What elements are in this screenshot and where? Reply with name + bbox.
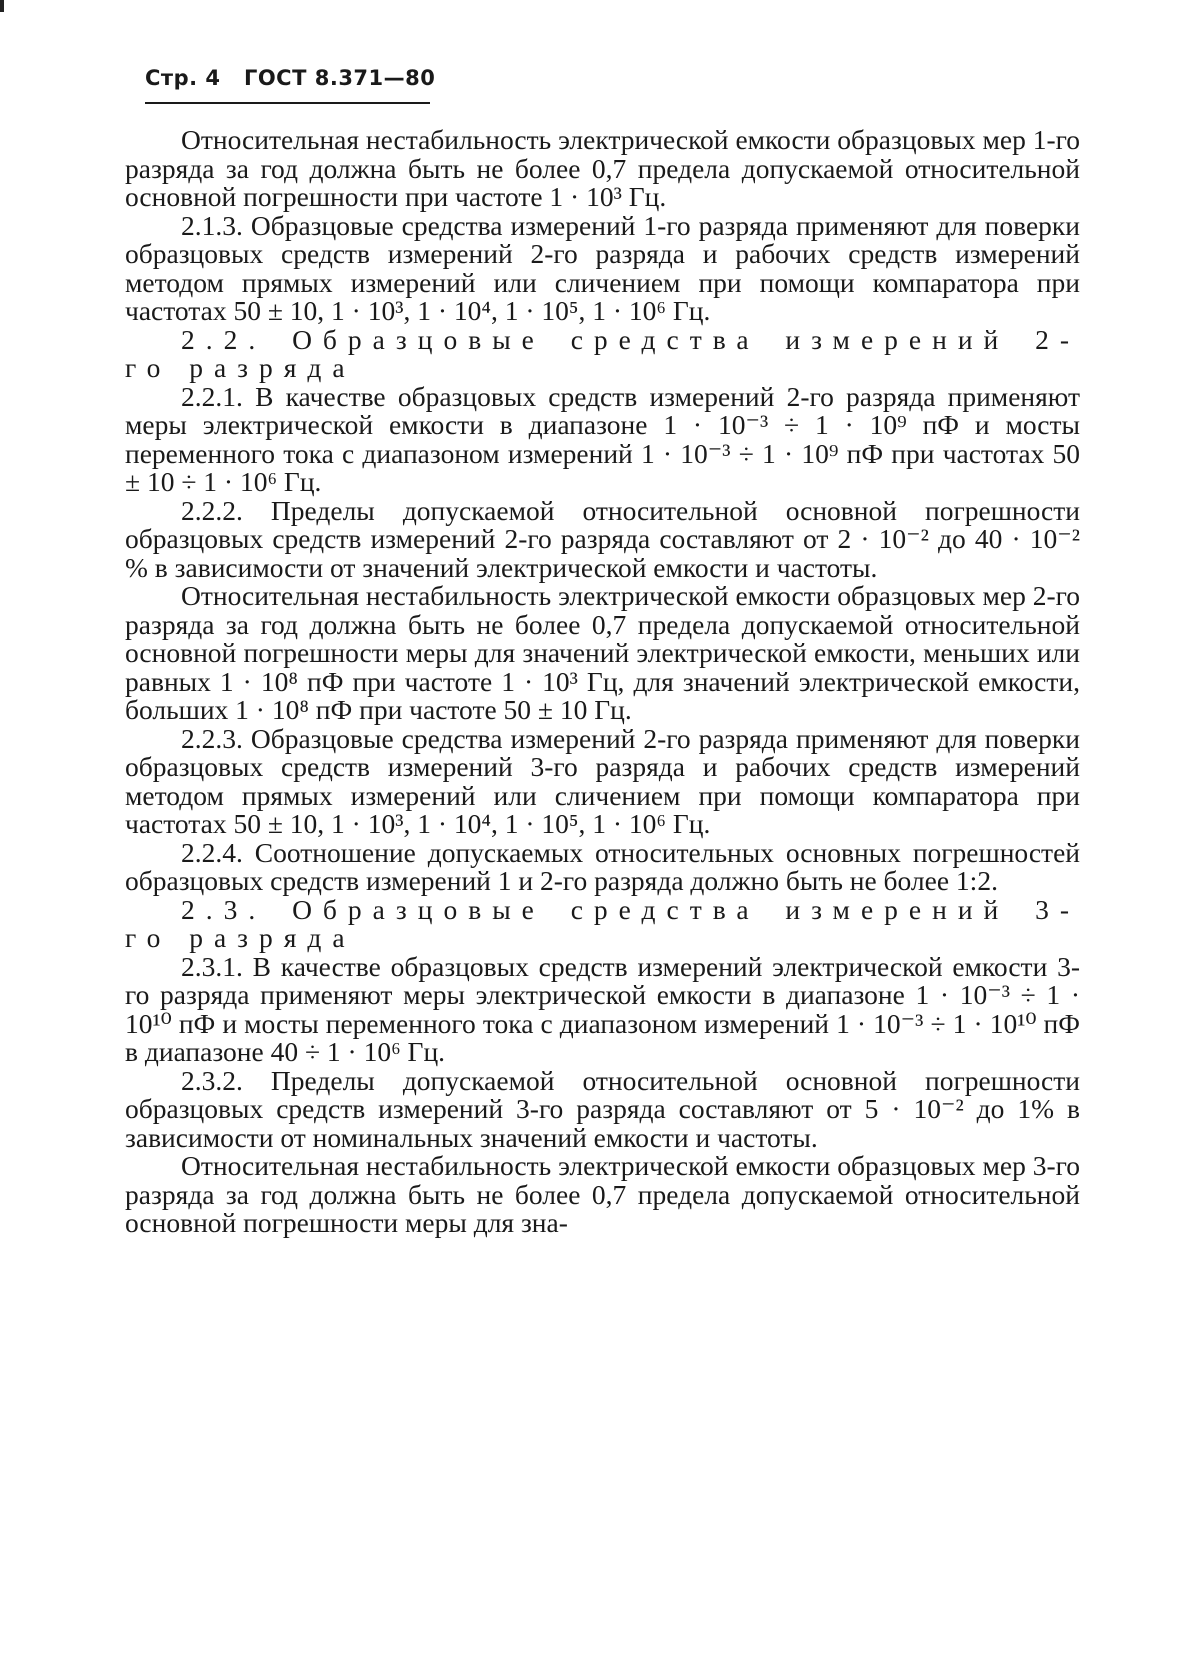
header-rule <box>145 102 430 104</box>
paragraph: 2.3.1. В качестве образцовых средств измерений электрической емкости 3-го разряда применяют меры электрической емкости в диапазоне 1 · 10⁻³ ÷ 1 · 10¹⁰ пФ и мосты переменного тока с диапазоном измерений 1 · 10⁻³ ÷ 1 · 10¹⁰ пФ в диапазоне 40 ÷ 1 · 10⁶ Гц. <box>125 950 1080 1067</box>
paragraph: 2.2.1. В качестве образцовых средств измерений 2-го разряда применяют меры электрической емкости в диапазоне 1 · 10⁻³ ÷ 1 · 10⁹ пФ и мосты переменного тока с диапазоном измерений 1 · 10⁻³ ÷ 1 · 10⁹ пФ при частотах 50 ± 10 ÷ 1 · 10⁶ Гц. <box>125 380 1080 497</box>
paragraph: Относительная нестабильность электрической емкости образцовых мер 3-го разряда за год должна быть не более 0,7 предела допускаемой относительной основной погрешности меры для зна- <box>125 1150 1080 1238</box>
page-header <box>145 66 435 90</box>
paragraph: 2.3.2. Пределы допускаемой относительной основной погрешности образцовых средств измерений 3-го разряда составляют от 5 · 10⁻² до 1% в зависимости от номинальных значений емкости и частоты. <box>125 1064 1080 1153</box>
page-number: Стр. 4 <box>145 66 221 90</box>
scan-mark <box>0 0 4 12</box>
section-heading-text: 2.2. Образцовые средства измерений 2-го разряда <box>125 323 1080 383</box>
section-heading <box>125 323 1080 383</box>
paragraph: 2.2.2. Пределы допускаемой относительной основной погрешности образцовых средств измерений 2-го разряда составляют от 2 · 10⁻² до 40 · 10⁻² % в зависимости от значений электрической емкости и частоты. <box>125 494 1080 583</box>
section-heading-text: 2.3. Образцовые средства измерений 3-го разряда <box>125 893 1080 953</box>
paragraph: 2.2.3. Образцовые средства измерений 2-го разряда применяют для поверки образцовых средств измерений 3-го разряда и рабочих средств измерений методом прямых измерений или сличением при помощи компаратора при частотах 50 ± 10, 1 · 10³, 1 · 10⁴, 1 · 10⁵, 1 · 10⁶ Гц. <box>125 722 1080 839</box>
paragraph: Относительная нестабильность электрической емкости образцовых мер 1-го разряда за год должна быть не более 0,7 предела допускаемой относительной основной погрешности при частоте 1 · 10³ Гц. <box>125 124 1080 212</box>
standard-code: ГОСТ 8.371—80 <box>243 66 436 90</box>
document-body <box>125 126 1080 1238</box>
paragraph: 2.2.4. Соотношение допускаемых относительных основных погрешностей образцовых средств измерений 1 и 2-го разряда должно быть не более 1:2. <box>125 836 1080 896</box>
paragraph: 2.1.3. Образцовые средства измерений 1-го разряда применяют для поверки образцовых средств измерений 2-го разряда и рабочих средств измерений методом прямых измерений или сличением при помощи компаратора при частотах 50 ± 10, 1 · 10³, 1 · 10⁴, 1 · 10⁵, 1 · 10⁶ Гц. <box>125 209 1080 326</box>
paragraph: Относительная нестабильность электрической емкости образцовых мер 2-го разряда за год должна быть не более 0,7 предела допускаемой относительной основной погрешности меры для значений электрической емкости, меньших или равных 1 · 10⁸ пФ при частоте 1 · 10³ Гц, для значений электрической емкости, больших 1 · 10⁸ пФ при частоте 50 ± 10 Гц. <box>125 580 1080 725</box>
section-heading <box>125 893 1080 953</box>
